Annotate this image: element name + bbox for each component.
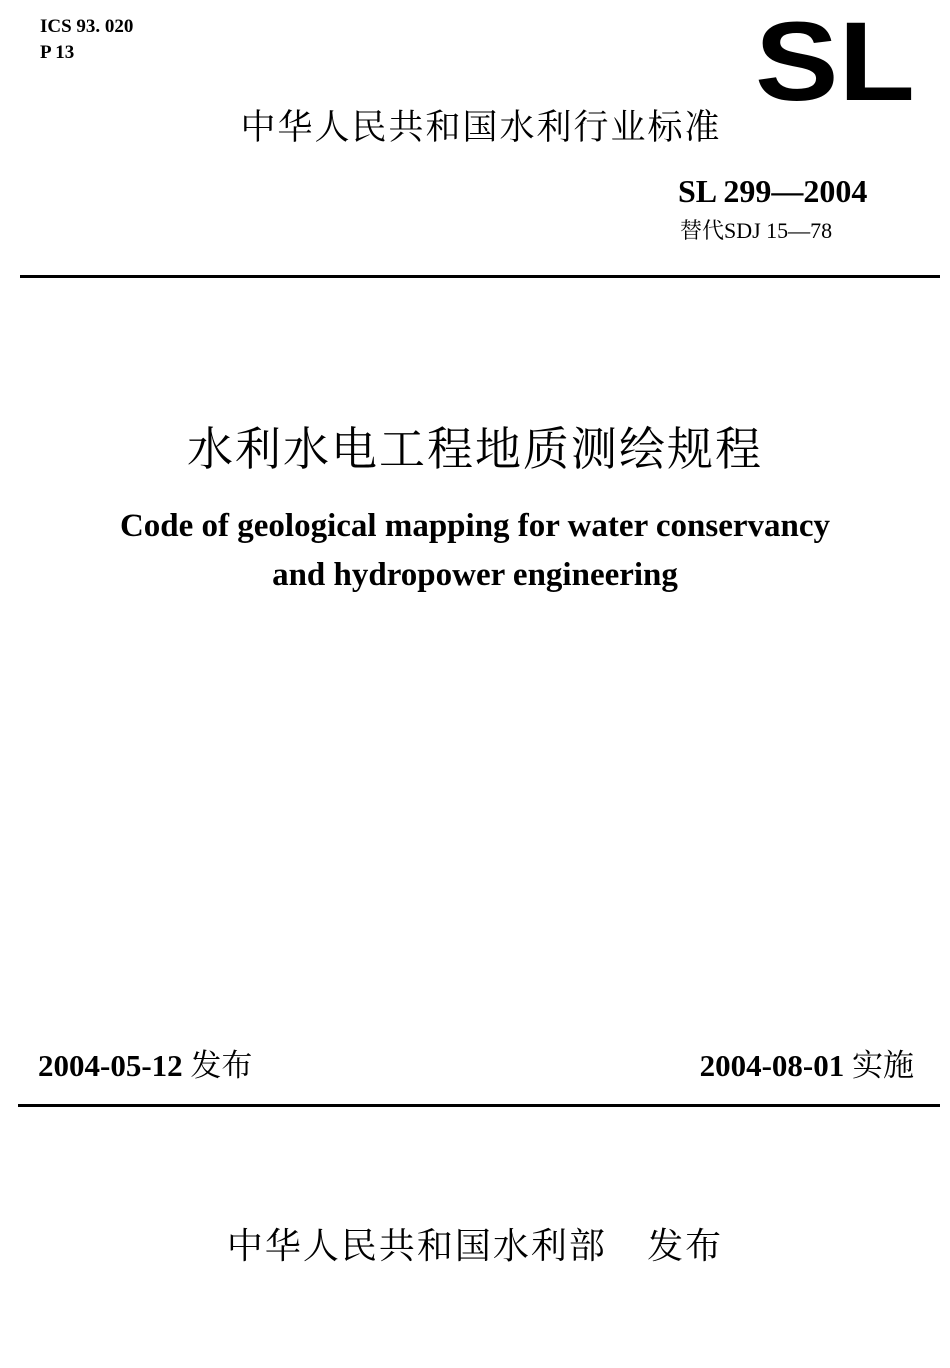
standard-number: SL 299—2004: [678, 173, 868, 209]
industry-standard-heading: 中华人民共和国水利行业标准: [240, 108, 722, 148]
implementation-label: 实施: [852, 1048, 914, 1084]
implementation-date: 2004-08-01: [699, 1048, 845, 1083]
publisher: 中华人民共和国水利部 发布: [226, 1226, 724, 1267]
document-title-en: [0, 502, 950, 600]
implementation-date-block: [700, 1046, 914, 1086]
document-title-zh: 水利水电工程地质测绘规程: [187, 422, 763, 476]
sl-logo: [755, 14, 917, 106]
classification-code: P 13: [40, 42, 75, 63]
issue-date: 2004-05-12: [38, 1048, 183, 1083]
sl-logo-text: SL: [755, 14, 915, 106]
bottom-divider: [18, 1104, 940, 1107]
title-en-line-1: Code of geological mapping for water conservancy: [119, 508, 831, 544]
replaces-standard: 替代SDJ 15—78: [680, 218, 833, 243]
issue-label: 发布: [190, 1048, 253, 1084]
issue-date-block: [38, 1046, 252, 1086]
ics-code: ICS 93. 020: [40, 16, 134, 37]
title-en-line-2: and hydropower engineering: [272, 557, 678, 593]
top-divider: [20, 275, 940, 278]
